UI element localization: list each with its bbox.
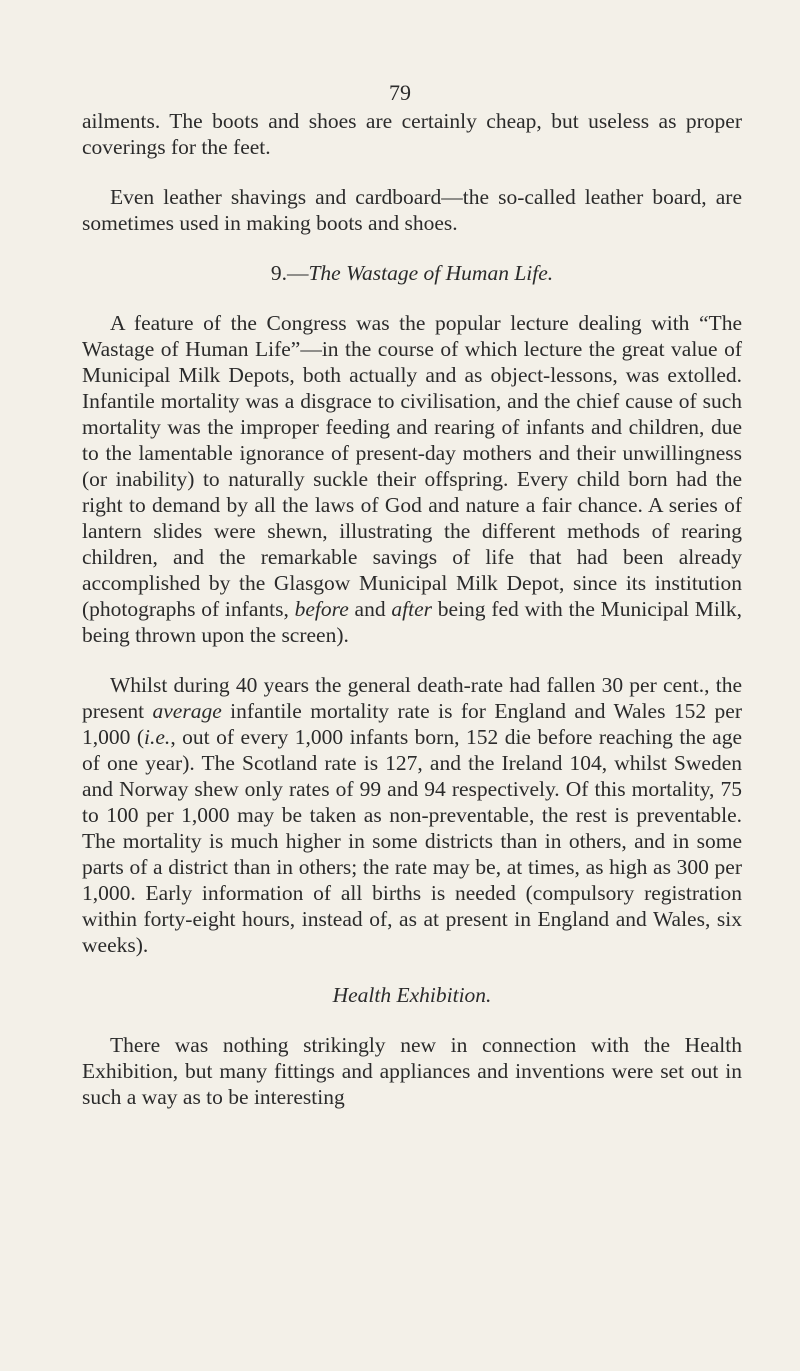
paragraph-leather-board: Even leather shavings and cardboard—the so-called leather board, are sometimes used in making boots and shoes. <box>82 185 742 235</box>
spacer <box>82 236 742 260</box>
text-run: A feature of the Congress was the popular lecture dealing with “The Wastage of Human Life”—in the course of which lecture the great value of Municipal Milk Depots, both actually and as object-lessons, was extolled. Infantile mortality was a disgrace to civilisation, and the chief cause of such mortality was the improper feeding and rearing of infants and children, due to the lamentable ignorance of present-day mothers and their unwillingness (or inability) to naturally suckle their offspring. Every child born had the right to demand by all the laws of God and nature a fair chance. A series of lantern slides were shewn, illustrating the different methods of rearing children, and the remarkable savings of life that had been already accomplished by the Glasgow Municipal Milk Depot, since its institution (photographs of infants, <box>82 311 742 621</box>
page-body <box>82 108 742 1110</box>
section-number: 9.— <box>270 261 309 285</box>
text-run: infantile mortality rate is for England and Wales 152 per 1,000 ( <box>82 699 743 749</box>
emphasis-after: after <box>391 597 432 621</box>
section-heading <box>82 260 742 286</box>
emphasis-before: before <box>294 597 349 621</box>
spacer <box>82 958 742 982</box>
spacer <box>82 648 742 672</box>
emphasis-ie: i.e. <box>144 725 171 749</box>
paragraph-lecture <box>82 310 742 648</box>
subheading-title: Health Exhibition. <box>332 983 492 1007</box>
spacer <box>82 160 742 184</box>
emphasis-average: average <box>152 699 222 723</box>
page-number: 79 <box>389 80 411 105</box>
text-run: being fed with the Municipal Milk, being thrown upon the screen). <box>82 597 742 647</box>
spacer <box>82 1008 742 1032</box>
text-run: , out of every 1,000 infants born, 152 die before reaching the age of one year). The Scotland rate is 127, and the Ireland 104, whilst Sweden and Norway shew only rates of 99 and 94 respectively. Of this mortality, 75 to 100 per 1,000 may be taken as non-preventable, the rest is preventable. The mortality is much higher in some districts than in others, and in some parts of a district than in others; the rate may be, at times, as high as 300 per 1,000. Early information of all births is needed (compulsory registration within forty-eight hours, instead of, as at present in England and Wales, six weeks). <box>82 725 742 957</box>
spacer <box>82 286 742 310</box>
paragraph-health-exhibition: There was nothing strikingly new in connection with the Health Exhibition, but many fittings and appliances and inventions were set out in such a way as to be interesting <box>82 1033 742 1109</box>
text-run: and <box>348 597 392 621</box>
text-run: Whilst during 40 years the general death-rate had fallen 30 per cent., the present <box>82 673 742 723</box>
paragraph-continued: ailments. The boots and shoes are certainly cheap, but useless as proper coverings for the feet. <box>82 109 742 159</box>
section-title: The Wastage of Human Life. <box>308 261 554 285</box>
subheading-health-exhibition <box>82 982 742 1008</box>
paragraph-mortality <box>82 672 742 958</box>
